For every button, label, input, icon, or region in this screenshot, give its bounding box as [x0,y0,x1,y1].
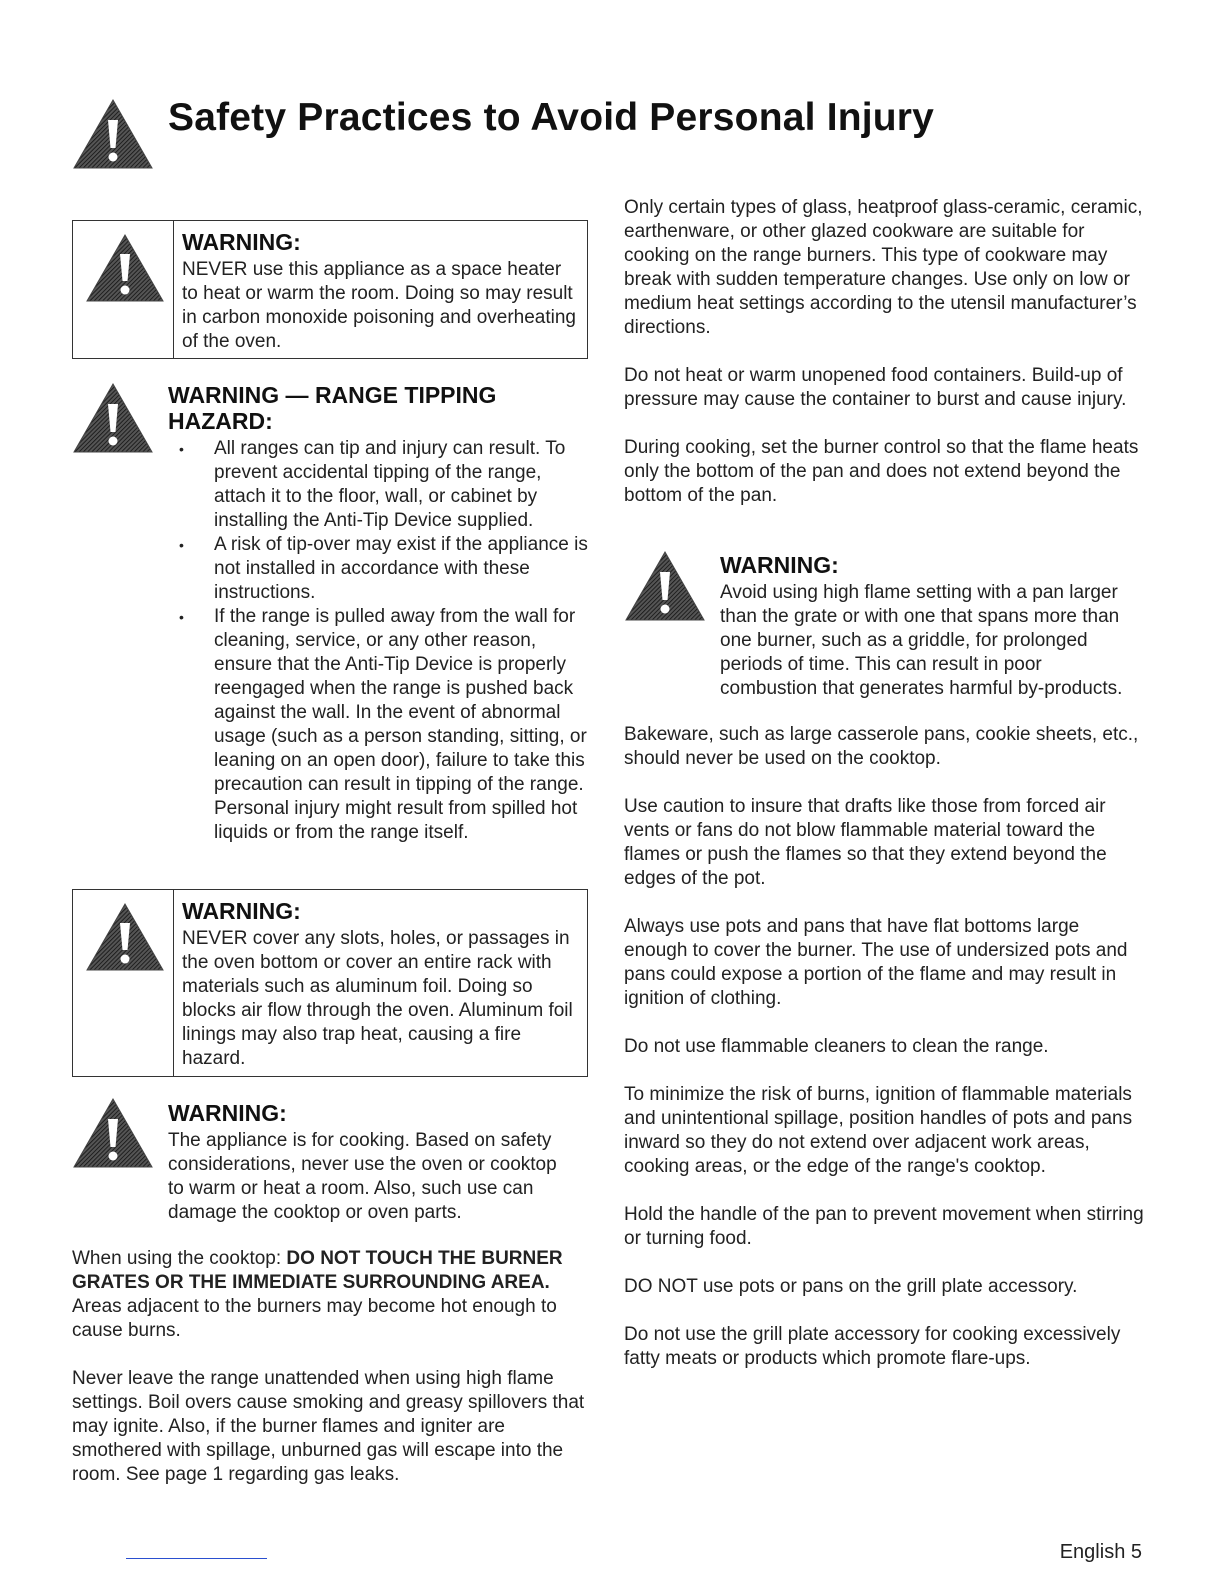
warning-room-heat [168,1100,568,1225]
page-title: Safety Practices to Avoid Personal Injury [168,96,935,139]
right-paragraphs-bottom [624,723,1144,1371]
page-number: English 5 [1059,1541,1142,1563]
footer-rule [126,1558,267,1559]
right-paragraphs-top [624,196,1144,508]
warning-range-tipping [168,382,588,845]
warning-title: WARNING: [182,898,301,924]
warning-title: WARNING: [168,1100,287,1126]
paragraph: Do not use flammable cleaners to clean the range. [624,1036,1049,1057]
paragraph: During cooking, set the burner control so that the flame heats only the bottom of the pan and does not extend beyond the bottom of the pan. [624,437,1139,506]
cooktop-paragraph [72,1247,588,1343]
paragraph: DO NOT use pots or pans on the grill plate accessory. [624,1276,1078,1297]
warning-triangle-icon [85,233,165,303]
unattended-paragraph: Never leave the range unattended when using high flame settings. Boil overs cause smoking and greasy spillovers that may ignite. Also, if the burner flames and igniter are smothered with spillage, unburned gas will escape into the room. See page 1 regarding gas leaks. [72,1368,585,1485]
warning-title: WARNING: [720,552,839,578]
paragraph: Use caution to insure that drafts like those from forced air vents or fans do not blow flammable material toward the flames or push the flames so that they extend beyond the edges of the pot. [624,796,1107,889]
paragraph: To minimize the risk of burns, ignition of flammable materials and unintentional spillage, position handles of pots and pans inward so they do not extend over adjacent work areas, cooking areas, or the edge of the range's cooktop. [624,1084,1133,1177]
box-divider [173,221,174,358]
paragraph: Do not use the grill plate accessory for cooking excessively fatty meats or products which promote flare-ups. [624,1324,1121,1369]
warning-triangle-icon [72,1097,154,1169]
list-item: • If the range is pulled away from the wall for cleaning, service, or any other reason, ensure that the Anti-Tip Device is properly reengaged when the range is pushed back against the wall. In the event of abnormal usage (such as a person standing, sitting, or leaning on an open door), failure to take this precaution can result in tipping of the range. Personal injury might result from spilled hot liquids or from the range itself. [168,605,588,845]
warning-title: WARNING: [182,229,301,255]
warning-text: The appliance is for cooking. Based on safety considerations, never use the oven or cooktop to warm or heat a room. Also, such use can damage the cooktop or oven parts. [168,1130,557,1223]
warning-box-space-heater [72,220,588,359]
warning-triangle-icon [72,382,154,454]
paragraph: Do not heat or warm unopened food containers. Build-up of pressure may cause the container to burst and cause injury. [624,365,1127,410]
paragraph: Only certain types of glass, heatproof glass-ceramic, ceramic, earthenware, or other glazed cookware are suitable for cooking on the range burners. This type of cookware may break with sudden temperature changes. Use only on low or medium heat settings according to the utensil manufacturer’s directions. [624,197,1143,338]
paragraph: Bakeware, such as large casserole pans, cookie sheets, etc., should never be used on the cooktop. [624,724,1139,769]
cooktop-rest: Areas adjacent to the burners may become hot enough to cause burns. [72,1296,557,1341]
paragraph: Hold the handle of the pan to prevent movement when stirring or turning food. [624,1204,1144,1249]
tipping-bullet-list [168,437,588,845]
warning-triangle-icon [72,98,154,170]
warning-text: Avoid using high flame setting with a pan larger than the grate or with one that spans more than one burner, such as a griddle, for prolonged periods of time. This can result in poor combustion that generates harmful by-products. [720,582,1123,699]
cooktop-bold-warning: DO NOT TOUCH THE BURNER GRATES OR THE IMMEDIATE SURROUNDING AREA. [72,1248,563,1293]
warning-text: NEVER use this appliance as a space heater to heat or warm the room. Doing so may result in carbon monoxide poisoning and overheating of the oven. [182,259,576,352]
paragraph: Always use pots and pans that have flat bottoms large enough to cover the burner. The use of undersized pots and pans could expose a portion of the flame and may result in ignition of clothing. [624,916,1128,1009]
list-item: • All ranges can tip and injury can result. To prevent accidental tipping of the range, attach it to the floor, wall, or cabinet by installing the Anti-Tip Device supplied. [168,437,588,533]
left-paragraphs [72,1247,588,1487]
warning-title: WARNING — RANGE TIPPING HAZARD: [168,382,497,434]
warning-text: NEVER cover any slots, holes, or passages in the oven bottom or cover an entire rack with materials such as aluminum foil. Doing so blocks air flow through the oven. Aluminum foil linings may also trap heat, causing a fire hazard. [182,928,573,1069]
warning-high-flame [720,552,1144,701]
cooktop-intro: When using the cooktop: [72,1248,287,1269]
warning-triangle-icon [624,550,706,622]
box-divider [173,890,174,1076]
warning-triangle-icon [85,902,165,972]
list-item: • A risk of tip-over may exist if the appliance is not installed in accordance with these instructions. [168,533,588,605]
warning-box-cover-slots [72,889,588,1077]
